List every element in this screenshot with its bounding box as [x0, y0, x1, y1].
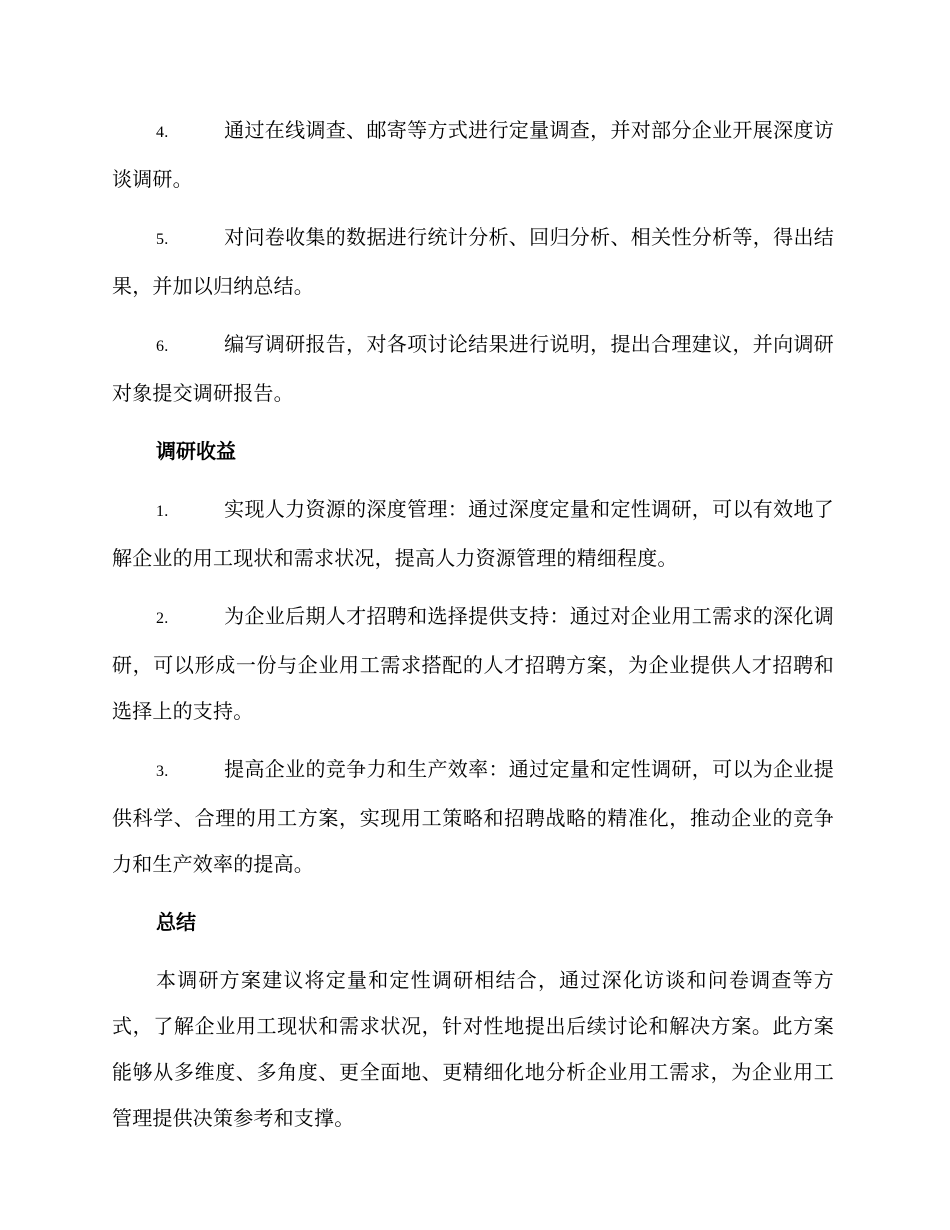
summary-paragraph: 本调研方案建议将定量和定性调研相结合，通过深化访谈和问卷调查等方式，了解企业用工现状和需求状况，针对性地提出后续讨论和解决方案。此方案能够从多维度、多角度、更全面地、更精细化地分析企业用工需求，为企业用工管理提供决策参考和支撑。	[112, 968, 834, 1130]
document-body	[112, 107, 834, 1141]
list-item	[112, 746, 834, 887]
list-item-text: 提高企业的竞争力和生产效率：通过定量和定性调研，可以为企业提供科学、合理的用工方案，实现用工策略和招聘战略的精准化，推动企业的竞争力和生产效率的提高。	[112, 757, 834, 876]
list-item	[112, 593, 834, 734]
list-item-number: 3.	[156, 763, 169, 780]
list-item-text: 通过在线调查、邮寄等方式进行定量调查，并对部分企业开展深度访谈调研。	[112, 118, 834, 191]
list-item	[112, 107, 834, 202]
list-item-number: 1.	[156, 503, 169, 520]
list-item-number: 4.	[156, 124, 169, 141]
list-item-text: 为企业后期人才招聘和选择提供支持：通过对企业用工需求的深化调研，可以形成一份与企业用工需求搭配的人才招聘方案，为企业提供人才招聘和选择上的支持。	[112, 604, 834, 723]
list-item	[112, 486, 834, 581]
list-item-number: 5.	[156, 231, 169, 248]
list-item-text: 对问卷收集的数据进行统计分析、回归分析、相关性分析等，得出结果，并加以归纳总结。	[112, 225, 834, 298]
list-item-text: 编写调研报告，对各项讨论结果进行说明，提出合理建议，并向调研对象提交调研报告。	[112, 332, 834, 405]
list-item	[112, 321, 834, 416]
section-heading-summary: 总结	[156, 910, 196, 934]
section-heading-benefits: 调研收益	[156, 439, 236, 463]
list-item-number: 6.	[156, 338, 169, 355]
list-item	[112, 214, 834, 309]
list-item-number: 2.	[156, 610, 169, 627]
list-item-text: 实现人力资源的深度管理：通过深度定量和定性调研，可以有效地了解企业的用工现状和需求状况，提高人力资源管理的精细程度。	[112, 497, 834, 570]
